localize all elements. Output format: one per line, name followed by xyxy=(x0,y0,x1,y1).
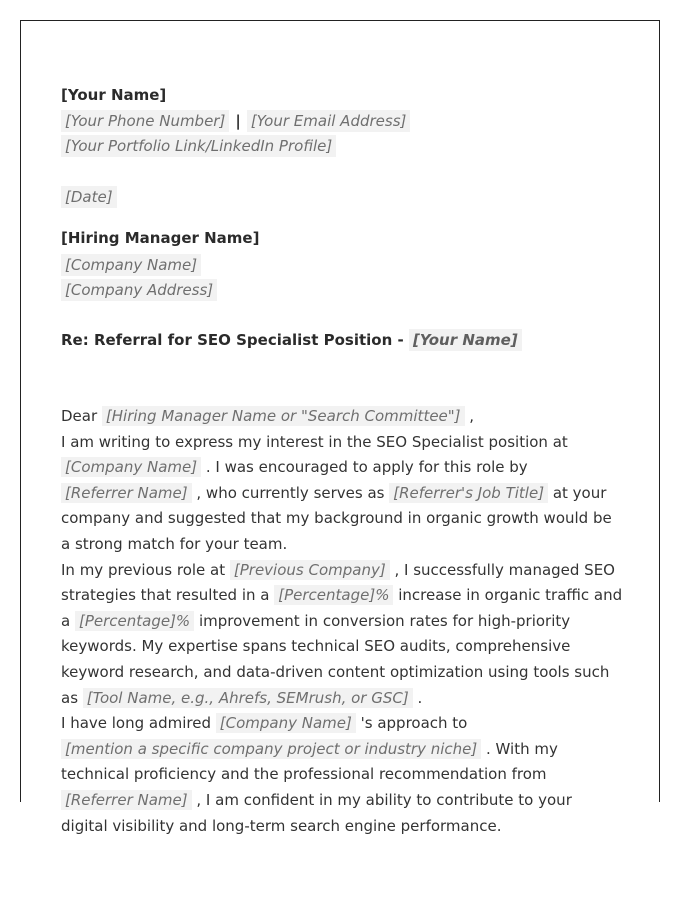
email-placeholder[interactable]: [Your Email Address] xyxy=(247,110,411,132)
p1-text-2: . I was encouraged to apply for this role by xyxy=(201,458,528,477)
salutation xyxy=(61,404,623,430)
portfolio-placeholder[interactable]: [Your Portfolio Link/LinkedIn Profile] xyxy=(61,135,336,157)
salutation-suffix: , xyxy=(464,407,475,425)
subject-line xyxy=(61,329,522,351)
p2-text-4: improvement in conversion rates for high-priority keywords. My expertise spans technical SEO audits, comprehensive keyword research, and data-driven content optimization using tools such as xyxy=(61,611,610,707)
portfolio-line xyxy=(61,135,336,157)
p1-text-4: at your company and suggested that my background in organic growth would be a strong match for your team. xyxy=(61,483,612,553)
p2-text-2: , I successfully managed SEO strategies that resulted in a xyxy=(61,560,615,605)
company-name-placeholder[interactable]: [Company Name] xyxy=(61,254,201,276)
paragraph-2 xyxy=(61,558,623,712)
salutation-prefix: Dear xyxy=(61,407,102,425)
paragraph-1 xyxy=(61,430,623,558)
p3-text-1: I have long admired xyxy=(61,714,216,733)
p3-text-3: . With my technical proficiency and the professional recommendation from xyxy=(61,739,558,784)
date-line xyxy=(61,186,117,208)
p3-text-4: , I am confident in my ability to contribute to your digital visibility and long-term search engine performance. xyxy=(61,790,572,835)
p1-referrer-placeholder[interactable]: [Referrer Name] xyxy=(61,483,192,503)
letter-page xyxy=(20,20,660,835)
p1-referrer-title-placeholder[interactable]: [Referrer's Job Title] xyxy=(389,483,548,503)
hiring-manager-name: [Hiring Manager Name] xyxy=(61,229,260,247)
p1-text-1: I am writing to express my interest in the SEO Specialist position at xyxy=(61,432,568,451)
salutation-name-placeholder[interactable]: [Hiring Manager Name or "Search Committee"] xyxy=(102,406,465,426)
p2-text-1: In my previous role at xyxy=(61,560,230,579)
p1-company-placeholder[interactable]: [Company Name] xyxy=(61,457,201,477)
p1-text-3: , who currently serves as xyxy=(191,483,390,502)
phone-placeholder[interactable]: [Your Phone Number] xyxy=(61,110,229,132)
p2-percentage-2-placeholder[interactable]: [Percentage]% xyxy=(75,611,194,631)
p2-tools-placeholder[interactable]: [Tool Name, e.g., Ahrefs, SEMrush, or GSC] xyxy=(83,688,413,708)
p3-company-placeholder[interactable]: [Company Name] xyxy=(216,713,356,733)
p2-percentage-1-placeholder[interactable]: [Percentage]% xyxy=(274,585,393,605)
company-address-placeholder[interactable]: [Company Address] xyxy=(61,279,217,301)
sender-name: [Your Name] xyxy=(61,86,167,104)
paragraph-3 xyxy=(61,711,623,839)
letter-body xyxy=(61,404,623,839)
p3-referrer-placeholder[interactable]: [Referrer Name] xyxy=(61,790,192,810)
contact-separator: | xyxy=(235,112,241,130)
subject-name-placeholder[interactable]: [Your Name] xyxy=(409,329,522,351)
sender-contact-line xyxy=(61,110,410,132)
p3-mention-placeholder[interactable]: [mention a specific company project or industry niche] xyxy=(61,739,481,759)
p2-prev-company-placeholder[interactable]: [Previous Company] xyxy=(230,560,390,580)
p2-text-3: increase in organic traffic and a xyxy=(61,586,623,630)
p2-text-5: . xyxy=(412,688,423,707)
company-address-line xyxy=(61,279,217,301)
date-placeholder[interactable]: [Date] xyxy=(61,186,117,208)
company-name-line xyxy=(61,254,201,276)
subject-label: Re: Referral for SEO Specialist Position - xyxy=(61,331,409,349)
p3-text-2: 's approach to xyxy=(355,714,468,733)
